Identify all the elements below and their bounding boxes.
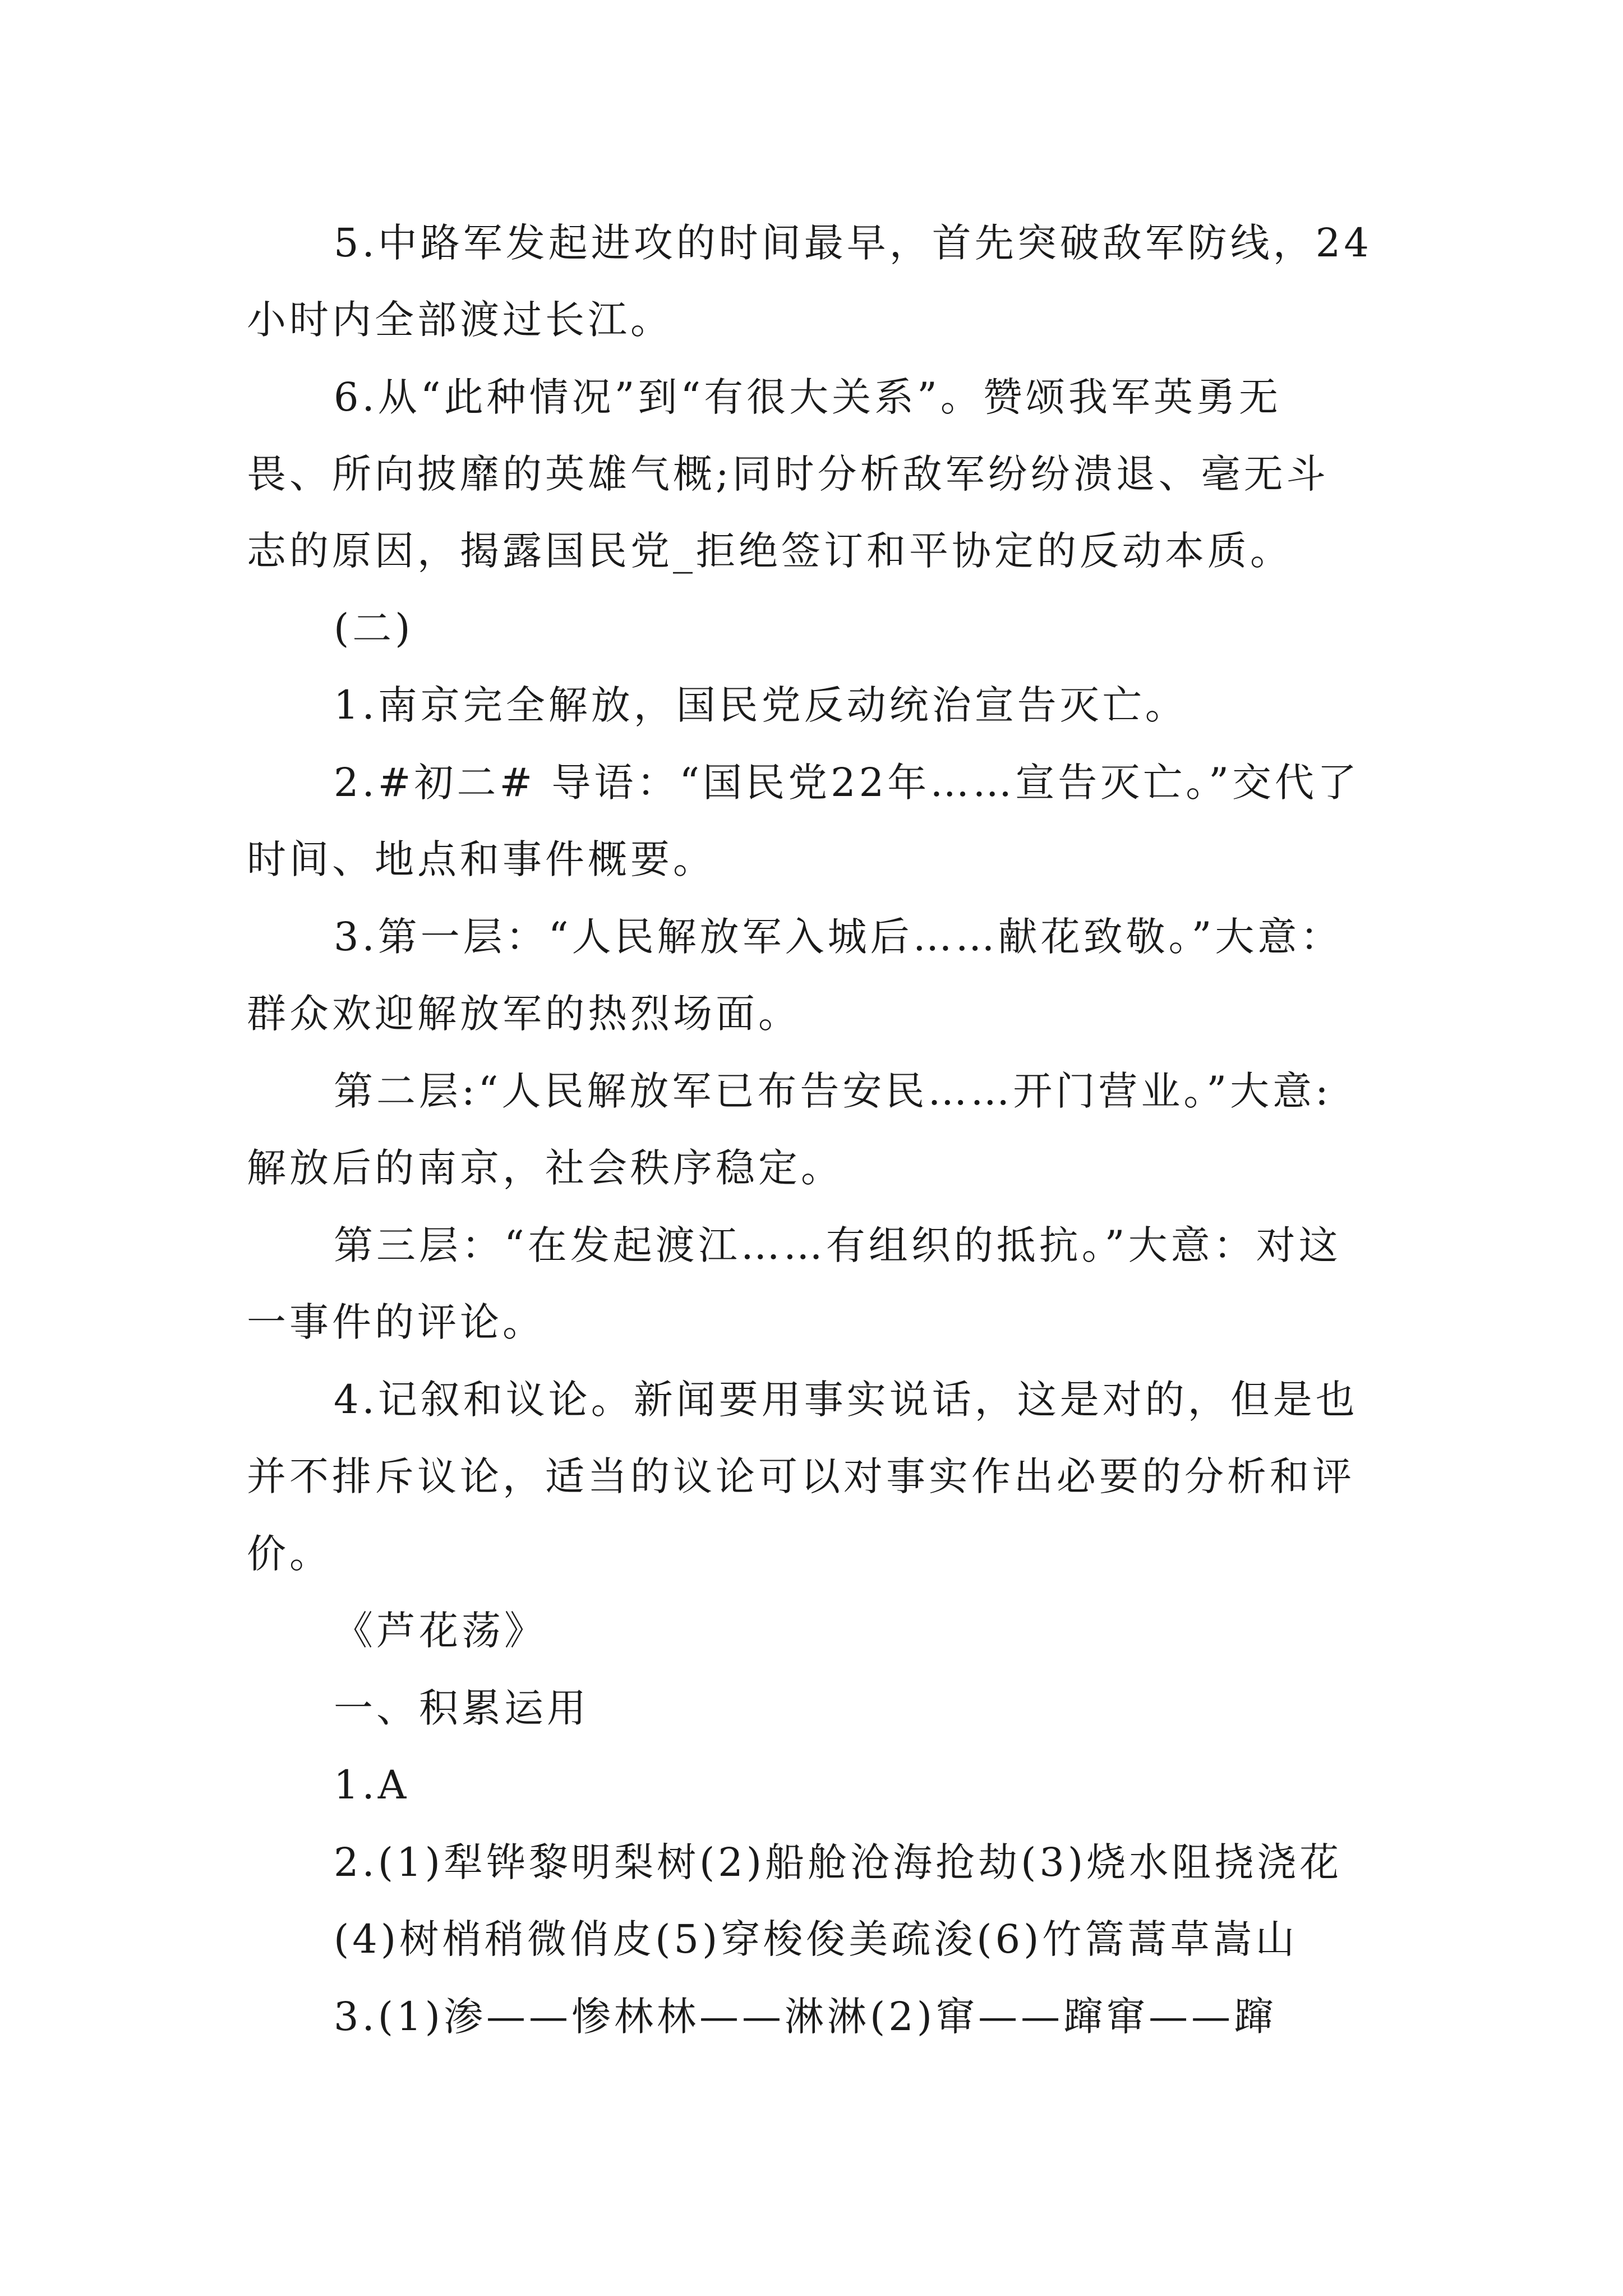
paragraph-line: 第二层:“人民解放军已布告安民……开门营业。”大意: [334,1068,1332,1114]
paragraph-line: 小时内全部渡过长江。 [247,297,673,343]
paragraph-line: 并不排斥议论，适当的议论可以对事实作出必要的分析和评 [247,1453,1355,1499]
paragraph-line: 4.记叙和议论。新闻要用事实说话，这是对的，但是也 [334,1377,1358,1423]
answer-line: (4)树梢稍微俏皮(5)穿梭俊美疏浚(6)竹篙蒿草嵩山 [334,1916,1298,1962]
paragraph-line: 志的原因，揭露国民党_拒绝签订和平协定的反动本质。 [247,528,1293,574]
paragraph-line: 时间、地点和事件概要。 [247,836,716,882]
paragraph-line: 第三层：“在发起渡江……有组织的抵抗。”大意：对这 [334,1222,1341,1268]
lesson-title: 《芦花荡》 [334,1608,547,1654]
section-heading: (二) [334,605,414,651]
paragraph-line: 1.南京完全解放，国民党反动统治宣告灭亡。 [334,682,1188,728]
section-heading: 一、积累运用 [334,1685,589,1731]
paragraph-line: 5.中路军发起进攻的时间最早，首先突破敌军防线，24 [334,220,1372,266]
paragraph-line: 畏、所向披靡的英雄气概;同时分析敌军纷纷溃退、毫无斗 [247,451,1329,497]
answer-line: 2.(1)犁铧黎明梨树(2)船舱沧海抢劫(3)烧水阻挠浇花 [334,1839,1343,1885]
paragraph-line: 6.从“此种情况”到“有很大关系”。赞颂我军英勇无 [334,374,1281,420]
answer-line: 3.(1)渗——惨林林——淋淋(2)窜——蹿窜——蹿 [334,1994,1277,2040]
paragraph-line: 价。 [247,1531,332,1577]
paragraph-line: 一事件的评论。 [247,1299,545,1345]
answer-line: 1.A [334,1762,410,1808]
paragraph-line: 群众欢迎解放军的热烈场面。 [247,991,801,1037]
paragraph-line: 2.#初二# 导语：“国民党22年……宣告灭亡。”交代了 [334,760,1360,806]
paragraph-line: 3.第一层：“人民解放军入城后……献花致敬。”大意： [334,914,1343,960]
paragraph-line: 解放后的南京，社会秩序稳定。 [247,1145,843,1191]
